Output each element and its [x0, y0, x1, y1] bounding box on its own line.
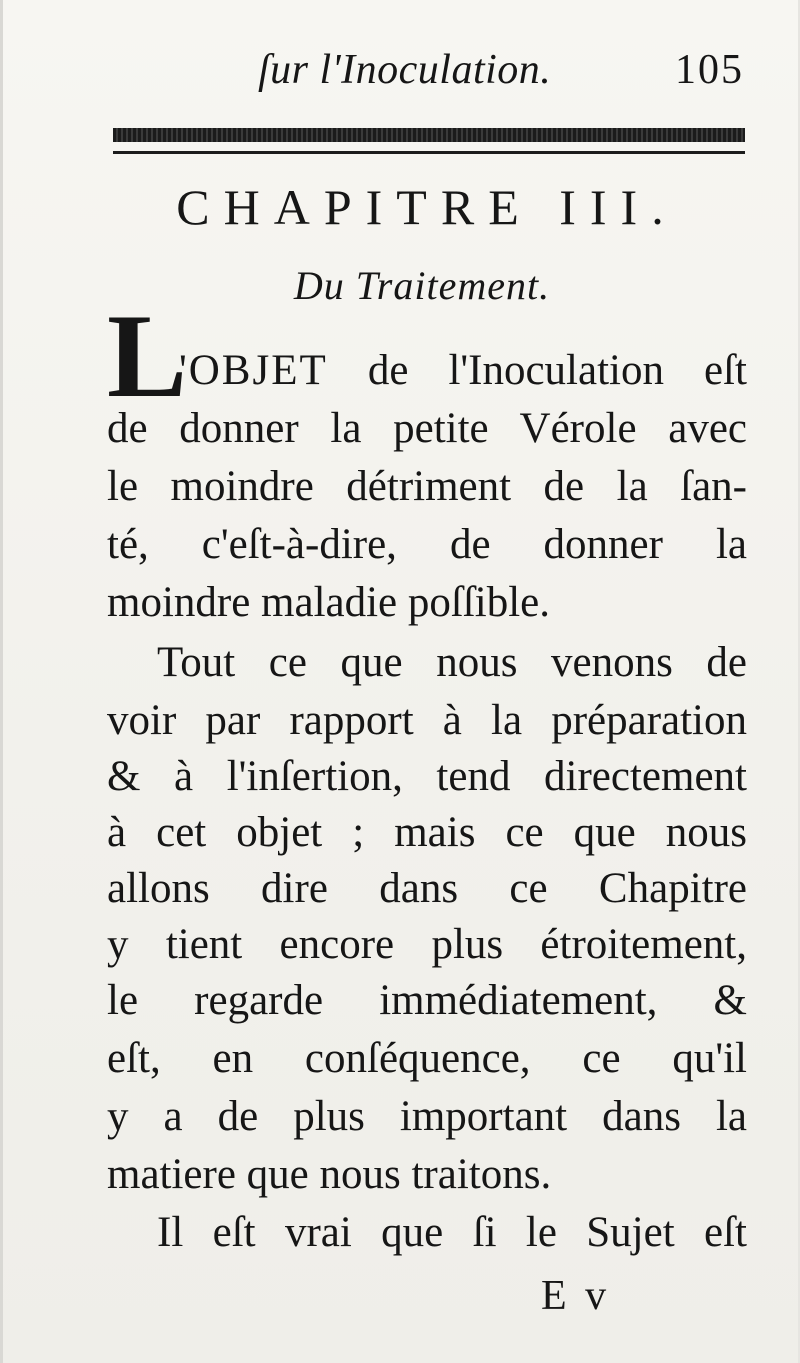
text-line: eſt, en conſéquence, ce qu'il [107, 1035, 747, 1082]
thin-rule [113, 151, 745, 154]
first-word: 'OBJET [179, 347, 328, 394]
text-line: matiere que nous traitons. [107, 1151, 552, 1198]
text-line: allons dire dans ce Chapitre [107, 865, 747, 912]
text-line: le regarde immédiatement, & [107, 977, 747, 1024]
drop-cap: L [107, 289, 188, 422]
text-line: moindre maladie poſſible. [107, 579, 551, 626]
first-line-rest: de l'Inoculation eſt [367, 347, 748, 394]
ornamental-rule [113, 128, 745, 142]
text-line: y a de plus important dans la [107, 1093, 747, 1140]
chapter-heading: CHAPITRE III. [176, 179, 678, 235]
text-line: Il eſt vrai que ſi le Sujet eſt [157, 1209, 747, 1256]
text-line: voir par rapport à la préparation [107, 697, 747, 744]
text-line: & à l'inſertion, tend directement [107, 753, 747, 800]
chapter-title: Du Traitement. [293, 263, 551, 308]
text-line-1 [179, 346, 747, 395]
text-line: de donner la petite Vérole avec [107, 405, 747, 452]
running-head [3, 44, 800, 104]
text-line: à cet objet ; mais ce que nous [107, 809, 747, 856]
text-line: le moindre détriment de la ſan- [107, 463, 747, 510]
page-number: 105 [675, 47, 744, 93]
text-line: té, c'eſt-à-dire, de donner la [107, 521, 747, 568]
catchword-signature: E v [541, 1273, 611, 1319]
running-title: ſur l'Inoculation. [258, 47, 552, 93]
text-line: Tout ce que nous venons de [157, 639, 747, 686]
text-line: y tient encore plus étroitement, [107, 921, 747, 968]
